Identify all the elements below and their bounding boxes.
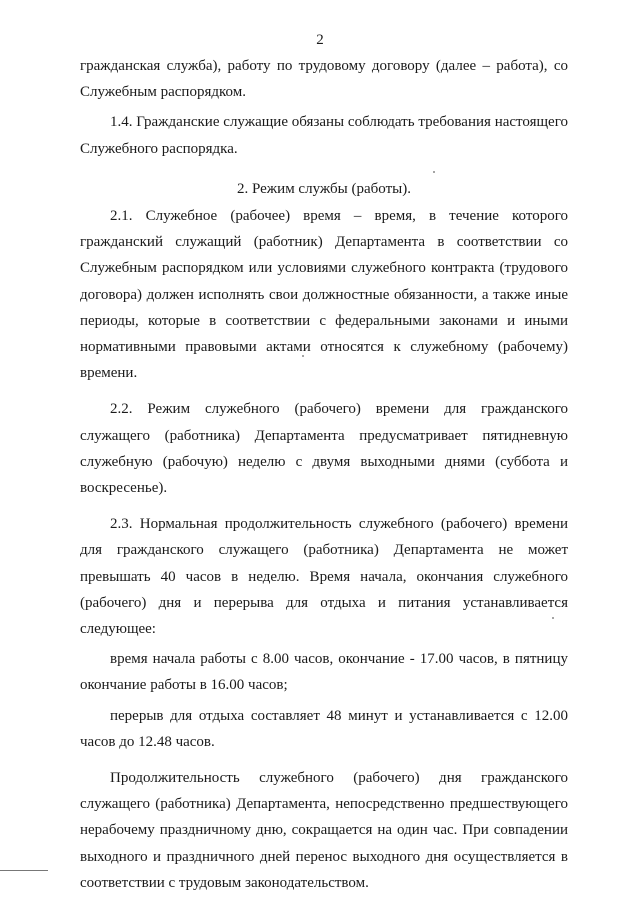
paragraph-break: перерыв для отдыха составляет 48 минут и устанавливается с 12.00 часов до 12.48 часов. [80, 707, 568, 750]
paragraph-work-hours: время начала работы с 8.00 часов, окончание - 17.00 часов, в пятницу окончание работы в 16.00 часов; [80, 651, 568, 694]
scan-speck [433, 171, 435, 173]
scan-speck [302, 355, 304, 357]
paragraph-1-4: 1.4. Гражданские служащие обязаны соблюдать требования настоящего Служебного распорядка. [80, 114, 568, 157]
scan-speck [552, 617, 554, 619]
paragraph-2-2: 2.2. Режим служебного (рабочего) времени для гражданского служащего (работника) Департамента предусматривает пятидневную служебную (рабочую) неделю с двумя выходными днями (суббота и воскресенье). [80, 401, 568, 497]
page-number: 2 [316, 32, 324, 48]
paragraph-2-3: 2.3. Нормальная продолжительность служебного (рабочего) времени для гражданского служащего (работника) Департамента не может превышать 40 часов в неделю. Время начала, окончания служебного (рабочего) дня и перерыва для отдыха и питания устанавливается следующее: [80, 516, 568, 638]
paragraph-continuation: гражданская служба), работу по трудовому договору (далее – работа), со Служебным распорядком. [80, 58, 568, 101]
section-heading: 2. Режим службы (работы). [237, 180, 411, 197]
scan-edge-line [0, 870, 48, 871]
document-body [80, 53, 568, 896]
paragraph-pre-holiday: Продолжительность служебного (рабочего) дня гражданского служащего (работника) Департамента, непосредственно предшествующего нерабочему праздничному дню, сокращается на один час. При совпадении выходного и праздничного дней перенос выходного дня осуществляется в соответствии с трудовым законодательством. [80, 770, 568, 891]
paragraph-2-1: 2.1. Служебное (рабочее) время – время, в течение которого гражданский служащий (работник) Департамента в соответствии со Служебным распорядком или условиями служебного контракта (трудового договора) должен исполнять свои должностные обязанности, а также иные периоды, которые в соответствии с федеральными законами и иными нормативными правовыми актами относятся к служебному (рабочему) времени. [80, 208, 568, 382]
